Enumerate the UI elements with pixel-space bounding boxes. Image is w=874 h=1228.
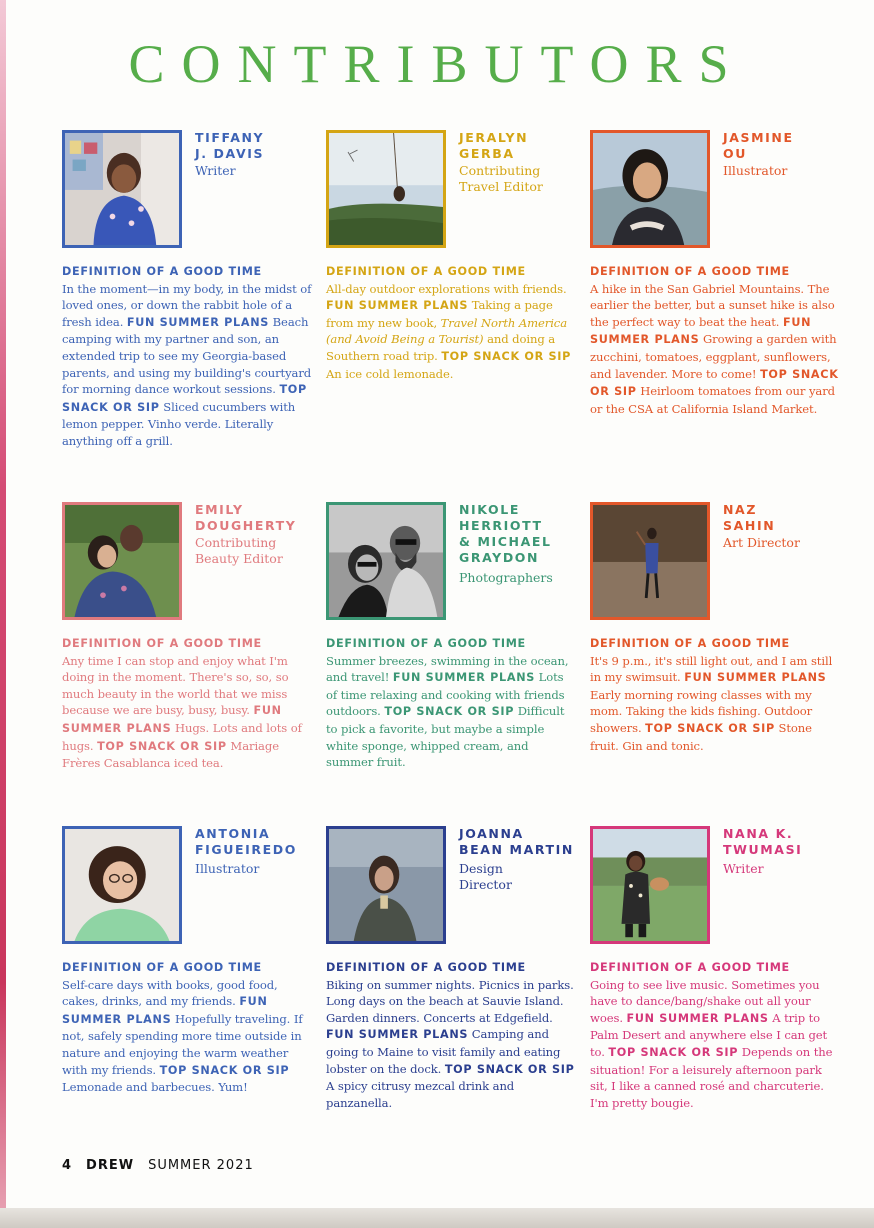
plans-text: Early morning rowing classes with my mom. Taking the kids fishing. Outdoor showers.: [590, 687, 813, 735]
plans-heading: FUN SUMMER PLANS: [62, 995, 268, 1026]
plans-text: Growing a garden with zucchini, tomatoes, eggplant, sunflowers, and lavender. More to come!: [590, 332, 837, 381]
name-line: J. DAVIS: [195, 146, 265, 161]
snack-heading: TOP SNACK OR SIP: [441, 349, 572, 363]
snack-text: Lemonade and barbecues. Yum!: [62, 1080, 248, 1095]
definition-text: A hike in the San Gabriel Mountains. The earlier the better, but a sunset hike is also the perfect way to beat the heat.: [590, 281, 835, 329]
contributor-photo: [62, 130, 182, 248]
contributor-photo: [326, 826, 446, 944]
definition-heading: DEFINITION OF A GOOD TIME: [62, 265, 262, 278]
name-line: BEAN MARTIN: [459, 842, 574, 857]
definition-heading: DEFINITION OF A GOOD TIME: [590, 265, 790, 278]
definition-heading: DEFINITION OF A GOOD TIME: [62, 961, 262, 974]
page-title: CONTRIBUTORS: [128, 34, 746, 94]
contributor-photo: [326, 502, 446, 620]
plans-text: A trip to Palm Desert and anywhere else I can get to.: [590, 1010, 828, 1059]
plans-heading: FUN SUMMER PLANS: [326, 1028, 469, 1042]
plans-heading: FUN SUMMER PLANS: [684, 671, 827, 685]
snack-heading: TOP SNACK OR SIP: [645, 721, 775, 735]
contributor-role: [723, 535, 853, 551]
plans-text: Hugs. Lots and lots of hugs.: [62, 720, 302, 753]
snack-heading: TOP SNACK OR SIP: [159, 1063, 290, 1077]
contributor-photo: [590, 826, 710, 944]
name-line: NANA K.: [723, 826, 794, 841]
definition-text: In the moment—in my body, in the midst of loved ones, or down the rabbit hole of a fresh idea.: [62, 281, 312, 329]
contributor-role: [195, 163, 325, 179]
contributor-name: [195, 130, 325, 162]
snack-text: Difficult to pick a favorite, but maybe a simple white sponge, whipped cream, and summer fruit.: [326, 704, 565, 770]
definition-heading: DEFINITION OF A GOOD TIME: [326, 637, 526, 650]
contributor-bio: [590, 959, 840, 1111]
contributor-role: [195, 535, 325, 567]
name-line: GERBA: [459, 146, 515, 161]
snack-text: A spicy citrusy mezcal drink and panzanella.: [326, 1079, 515, 1110]
definition-heading: DEFINITION OF A GOOD TIME: [590, 961, 790, 974]
contributor-name: [723, 826, 853, 858]
role-line: Contributing: [459, 163, 541, 178]
definition-text: Summer breezes, swimming in the ocean, and travel!: [326, 653, 569, 685]
role-line: Travel Editor: [459, 179, 543, 194]
page-number: 4: [62, 1158, 73, 1173]
contributor-name: [459, 502, 589, 566]
plans-text: Taking a page from my new book,: [326, 298, 553, 330]
definition-text: Self-care days with books, good food, cakes, drinks, and my friends.: [62, 977, 278, 1009]
plans-heading: FUN SUMMER PLANS: [392, 671, 536, 685]
contributor-role: [459, 570, 589, 586]
scan-bottom-edge: [0, 1208, 874, 1228]
name-line: JOANNA: [459, 826, 524, 841]
definition-text: Going to see live music. Sometimes you have to dance/bang/shake out all your woes.: [590, 977, 820, 1025]
snack-text: Heirloom tomatoes from our yard or the CSA at California Island Market.: [590, 384, 835, 416]
snack-text: Depends on the situation! For a leisurely afternoon park sit, I like a canned rosé and charcuterie. I'm pretty bougie.: [590, 1044, 833, 1110]
definition-text: Biking on summer nights. Picnics in parks. Long days on the beach at Sauvie Island. Garden dinners. Concerts at Edgefield.: [326, 977, 574, 1025]
name-line: FIGUEIREDO: [195, 842, 297, 857]
definition-text: Any time I can stop and enjoy what I'm doing in the moment. There's so, so, so much beauty in the world that we miss because we are busy, busy, busy.: [62, 653, 289, 718]
role-line: Art Director: [723, 535, 800, 550]
snack-heading: TOP SNACK OR SIP: [590, 367, 839, 399]
name-line: ANTONIA: [195, 826, 271, 841]
plans-heading: FUN SUMMER PLANS: [590, 315, 812, 347]
issue-label: SUMMER 2021: [148, 1158, 254, 1173]
contributor-photo: [62, 502, 182, 620]
plans-text: Hopefully traveling. If not, safely spending more time outside in nature and enjoying the warm weather with my friends.: [62, 1011, 303, 1077]
name-line: SAHIN: [723, 518, 776, 533]
plans-heading: FUN SUMMER PLANS: [626, 1011, 769, 1025]
contributor-role: [723, 861, 853, 877]
name-line: NAZ: [723, 502, 757, 517]
magazine-brand: DREW: [86, 1158, 135, 1173]
contributor-role: [723, 163, 853, 179]
contributor-bio: [62, 635, 312, 772]
role-line: Writer: [195, 163, 236, 178]
contributor-bio: [62, 959, 312, 1096]
name-line: & MICHAEL: [459, 534, 552, 549]
definition-heading: DEFINITION OF A GOOD TIME: [590, 637, 790, 650]
plans-text-continued: and doing a Southern road trip.: [326, 332, 556, 363]
role-line: Illustrator: [195, 861, 260, 876]
name-line: JERALYN: [459, 130, 529, 145]
role-line: Contributing: [195, 535, 277, 550]
definition-heading: DEFINITION OF A GOOD TIME: [62, 637, 262, 650]
contributor-photo: [590, 130, 710, 248]
contributor-name: [459, 130, 589, 162]
role-line: Beauty Editor: [195, 551, 283, 566]
role-line: Director: [459, 877, 512, 892]
contributor-bio: [326, 959, 576, 1111]
plans-heading: FUN SUMMER PLANS: [126, 315, 270, 329]
contributor-name: [459, 826, 589, 858]
snack-text: An ice cold lemonade.: [326, 366, 454, 381]
book-title: Travel North America (and Avoid Being a Tourist): [326, 315, 568, 347]
role-line: Design: [459, 861, 503, 876]
snack-heading: TOP SNACK OR SIP: [608, 1045, 739, 1059]
name-line: TIFFANY: [195, 130, 265, 145]
contributor-bio: [326, 635, 576, 771]
name-line: OU: [723, 146, 747, 161]
page-footer: [62, 1158, 254, 1173]
contributor-bio: [590, 635, 840, 754]
role-line: Writer: [723, 861, 764, 876]
name-line: GRAYDON: [459, 550, 540, 565]
snack-heading: TOP SNACK OR SIP: [444, 1062, 575, 1076]
contributor-role: [459, 163, 589, 195]
contributor-bio: [326, 263, 576, 382]
role-line: Photographers: [459, 570, 553, 585]
snack-text: Stone fruit. Gin and tonic.: [590, 720, 812, 753]
definition-heading: DEFINITION OF A GOOD TIME: [326, 961, 526, 974]
role-line: Illustrator: [723, 163, 788, 178]
snack-heading: TOP SNACK OR SIP: [62, 383, 307, 414]
snack-text: Sliced cucumbers with lemon pepper. Vinho verde. Literally anything off a grill.: [62, 399, 296, 448]
contributor-role: [195, 861, 325, 877]
name-line: EMILY: [195, 502, 244, 517]
contributor-photo: [326, 130, 446, 248]
contributor-bio: [590, 263, 840, 417]
plans-heading: FUN SUMMER PLANS: [62, 704, 282, 735]
definition-heading: DEFINITION OF A GOOD TIME: [326, 265, 526, 278]
contributor-name: [195, 502, 325, 534]
contributor-photo: [590, 502, 710, 620]
plans-text: Beach camping with my partner and son, an extended trip to see my Georgia-based parents, and using my building's courtyard for morning dance workout sessions.: [62, 314, 312, 397]
name-line: NIKOLE: [459, 502, 520, 517]
plans-heading: FUN SUMMER PLANS: [326, 299, 469, 313]
contributor-name: [723, 502, 853, 534]
snack-heading: TOP SNACK OR SIP: [384, 705, 515, 719]
contributor-role: [459, 861, 589, 893]
snack-text: Mariage Frères Casablanca iced tea.: [62, 738, 279, 771]
name-line: HERRIOTT: [459, 518, 543, 533]
name-line: TWUMASI: [723, 842, 803, 857]
contributor-photo: [62, 826, 182, 944]
contributor-name: [723, 130, 853, 162]
plans-text: Camping and going to Maine to visit family and eating lobster on the dock.: [326, 1027, 561, 1076]
contributor-name: [195, 826, 325, 858]
plans-text: Lots of time relaxing and cooking with friends outdoors.: [326, 670, 565, 719]
name-line: JASMINE: [723, 130, 794, 145]
page-edge-strip: [0, 0, 6, 1228]
definition-text: It's 9 p.m., it's still light out, and I am still in my swimsuit.: [590, 653, 833, 685]
contributor-bio: [62, 263, 312, 450]
definition-text: All-day outdoor explorations with friends.: [326, 281, 567, 296]
name-line: DOUGHERTY: [195, 518, 297, 533]
snack-heading: TOP SNACK OR SIP: [97, 739, 227, 753]
